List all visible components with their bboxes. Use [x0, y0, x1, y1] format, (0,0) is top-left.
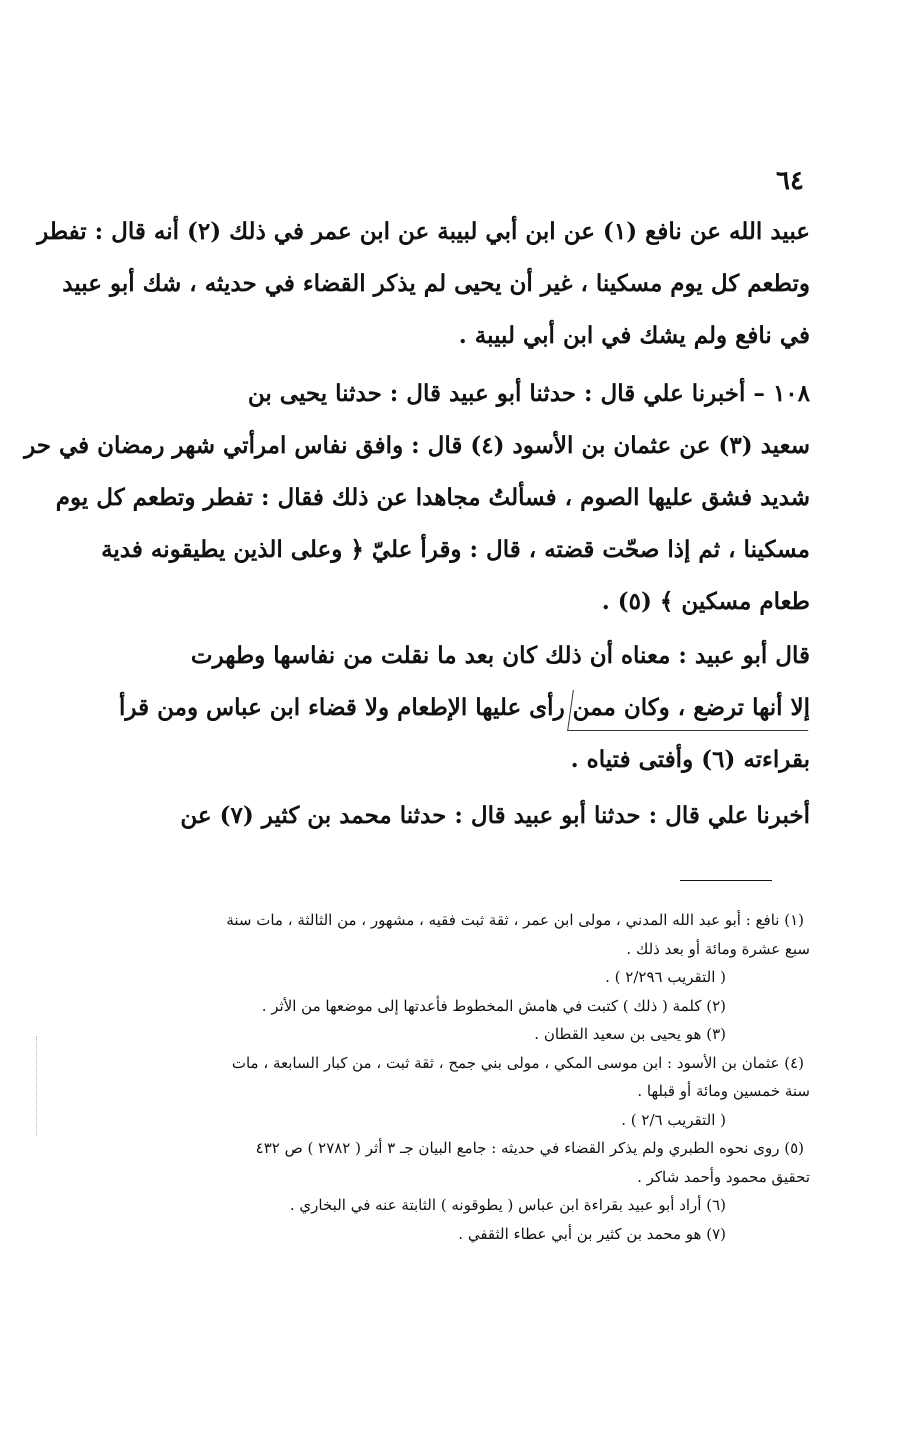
paragraph-next-chain	[112, 790, 810, 842]
text-line: في نافع ولم يشك في ابن أبي لبيبة .	[458, 322, 810, 349]
footnote-separator	[680, 880, 772, 881]
footnote-line: (١) نافع : أبو عبد الله المدني ، مولى ابن عمر ، ثقة ثبت فقيه ، مشهور ، من الثالثة ، مات سنة	[226, 911, 804, 929]
footnote-line: (٦) أراد أبو عبيد بقراءة ابن عباس ( يطوقونه ) الثابتة عنه في البخاري .	[289, 1196, 726, 1214]
footnote-line: ( التقريب ٢/٢٩٦ ) .	[605, 968, 726, 986]
footnote-line: (٢) كلمة ( ذلك ) كتبت في هامش المخطوط فأعدتها إلى موضعها من الأثر .	[261, 996, 726, 1015]
footnote-line: سنة خمسين ومائة أو قبلها .	[637, 1082, 810, 1100]
page-number: ٦٤	[776, 166, 804, 196]
footnote-line: (٣) هو يحيى بن سعيد القطان .	[534, 1025, 726, 1043]
text-line: أخبرنا علي قال : حدثنا أبو عبيد قال : حدثنا محمد بن كثير (٧) عن	[180, 802, 810, 829]
paragraph-108	[24, 368, 810, 628]
text-line: سعيد (٣) عن عثمان بن الأسود (٤) قال : وافق نفاس امرأتي شهر رمضان في حر	[24, 432, 810, 459]
scan-margin-mark	[36, 1036, 38, 1136]
text-line: شديد فشق عليها الصوم ، فسألتُ مجاهدا عن ذلك فقال : تفطر وتطعم كل يوم	[55, 484, 810, 511]
footnote-line: ( التقريب ٢/٦ ) .	[621, 1110, 726, 1129]
footnote-line: (٤) عثمان بن الأسود : ابن موسى المكي ، مولى بني جمح ، ثقة ثبت ، من كبار السابعة ، مات	[231, 1053, 804, 1072]
footnotes	[112, 906, 810, 1248]
text-line: وتطعم كل يوم مسكينا ، غير أن يحيى لم يذكر القضاء في حديثه ، شك أبو عبيد	[62, 270, 810, 297]
text-line: قال أبو عبيد : معناه أن ذلك كان بعد ما نقلت من نفاسها وطهرت	[190, 642, 810, 669]
text-line: ١٠٨ – أخبرنا علي قال : حدثنا أبو عبيد قال : حدثنا يحيى بن	[247, 380, 810, 407]
footnote-line: تحقيق محمود وأحمد شاكر .	[637, 1167, 810, 1186]
text-line: عبيد الله عن نافع (١) عن ابن أبي لبيبة عن ابن عمر في ذلك (٢) أنه قال : تفطر	[37, 218, 810, 245]
footnote-line: (٥) روى نحوه الطبري ولم يذكر القضاء في حديثه : جامع البيان جـ ٣ أثر ( ٢٧٨٢ ) ص ٤٣٢	[255, 1139, 804, 1157]
paragraph-1	[37, 206, 810, 362]
text-line: بقراءته (٦) وأفتى فتياه .	[570, 746, 810, 773]
handwritten-mark	[567, 690, 814, 731]
text-line: طعام مسكين ﴾ (٥) .	[601, 588, 810, 615]
text-line: إلا أنها ترضع ، وكان ممن رأى عليها الإطعام ولا قضاء ابن عباس ومن قرأ	[119, 694, 810, 721]
text-line: مسكينا ، ثم إذا صحّت قضته ، قال : وقرأ عليّ ﴿ وعلى الذين يطيقونه فدية	[101, 536, 810, 563]
footnote-line: (٧) هو محمد بن كثير بن أبي عطاء الثقفي .	[458, 1224, 726, 1243]
footnote-line: سبع عشرة ومائة أو بعد ذلك .	[626, 939, 810, 958]
